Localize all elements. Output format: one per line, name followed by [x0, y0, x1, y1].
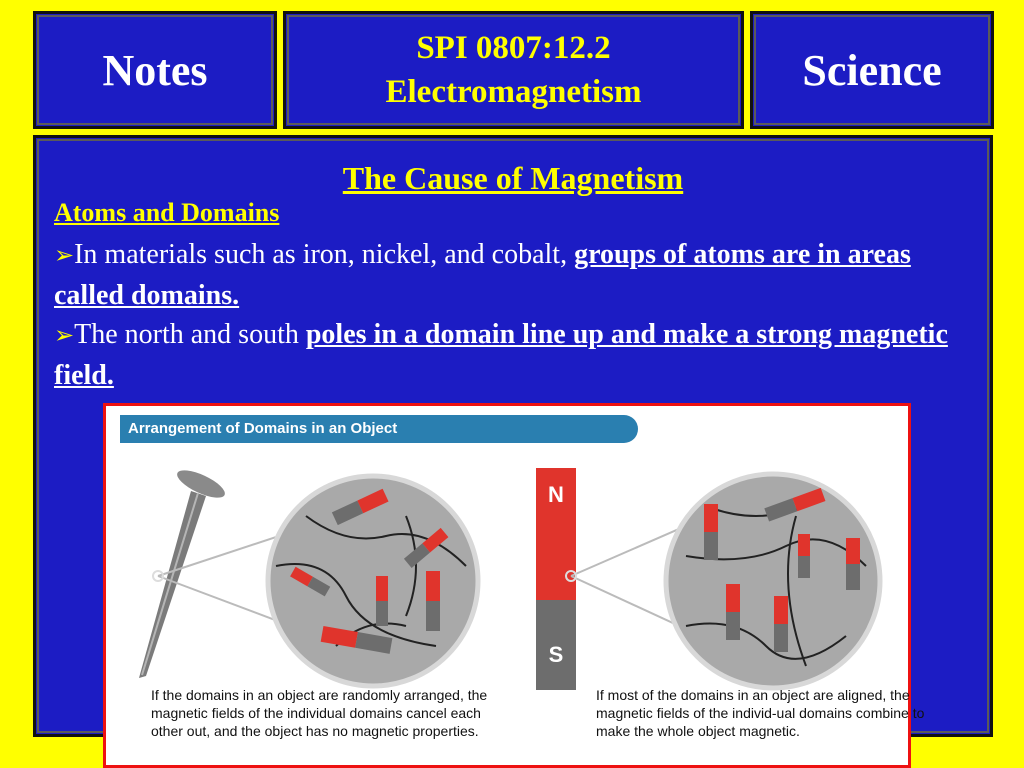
bullet-1-emphasis: groups of atoms are in areas called domains. — [54, 239, 911, 311]
topic-title: Electromagnetism — [385, 74, 642, 110]
aligned-domains-circle — [666, 474, 880, 688]
bar-magnet-icon — [536, 468, 576, 690]
bullet-arrow-icon: ➢ — [54, 323, 75, 349]
bullet-1-text: In materials such as iron, nickel, and cobalt, — [74, 239, 575, 270]
notes-header-box — [33, 11, 277, 129]
topic-header-box — [283, 11, 744, 129]
spi-code: SPI 0807:12.2 — [416, 30, 611, 66]
caption-random: If the domains in an object are randomly arranged, the magnetic fields of the individual domains cancel each other out, and the object has no magnetic properties. — [151, 687, 488, 739]
notes-label: Notes — [102, 45, 208, 95]
nail-icon — [139, 465, 228, 678]
bullet-arrow-icon: ➢ — [54, 243, 75, 269]
bullet-2-emphasis: poles in a domain line up and make a strong magnetic field. — [54, 319, 948, 391]
subheading: Atoms and Domains — [54, 198, 280, 227]
random-domains-circle — [268, 476, 478, 686]
bullet-2 — [54, 315, 974, 396]
magnet-n-label: N — [548, 482, 564, 507]
science-header-box — [750, 11, 994, 129]
science-label: Science — [802, 45, 942, 95]
caption-aligned: If most of the domains in an object are aligned, the magnetic fields of the individ-ual domains combine to make the whole object magnetic. — [596, 687, 925, 739]
bullet-1 — [54, 235, 974, 316]
domains-figure — [103, 403, 925, 768]
slide-title: The Cause of Magnetism — [342, 160, 684, 196]
figure-illustration — [106, 446, 908, 716]
bullet-2-text: The north and south — [74, 319, 306, 350]
magnet-s-label: S — [548, 642, 564, 667]
figure-banner: Arrangement of Domains in an Object — [120, 415, 638, 443]
